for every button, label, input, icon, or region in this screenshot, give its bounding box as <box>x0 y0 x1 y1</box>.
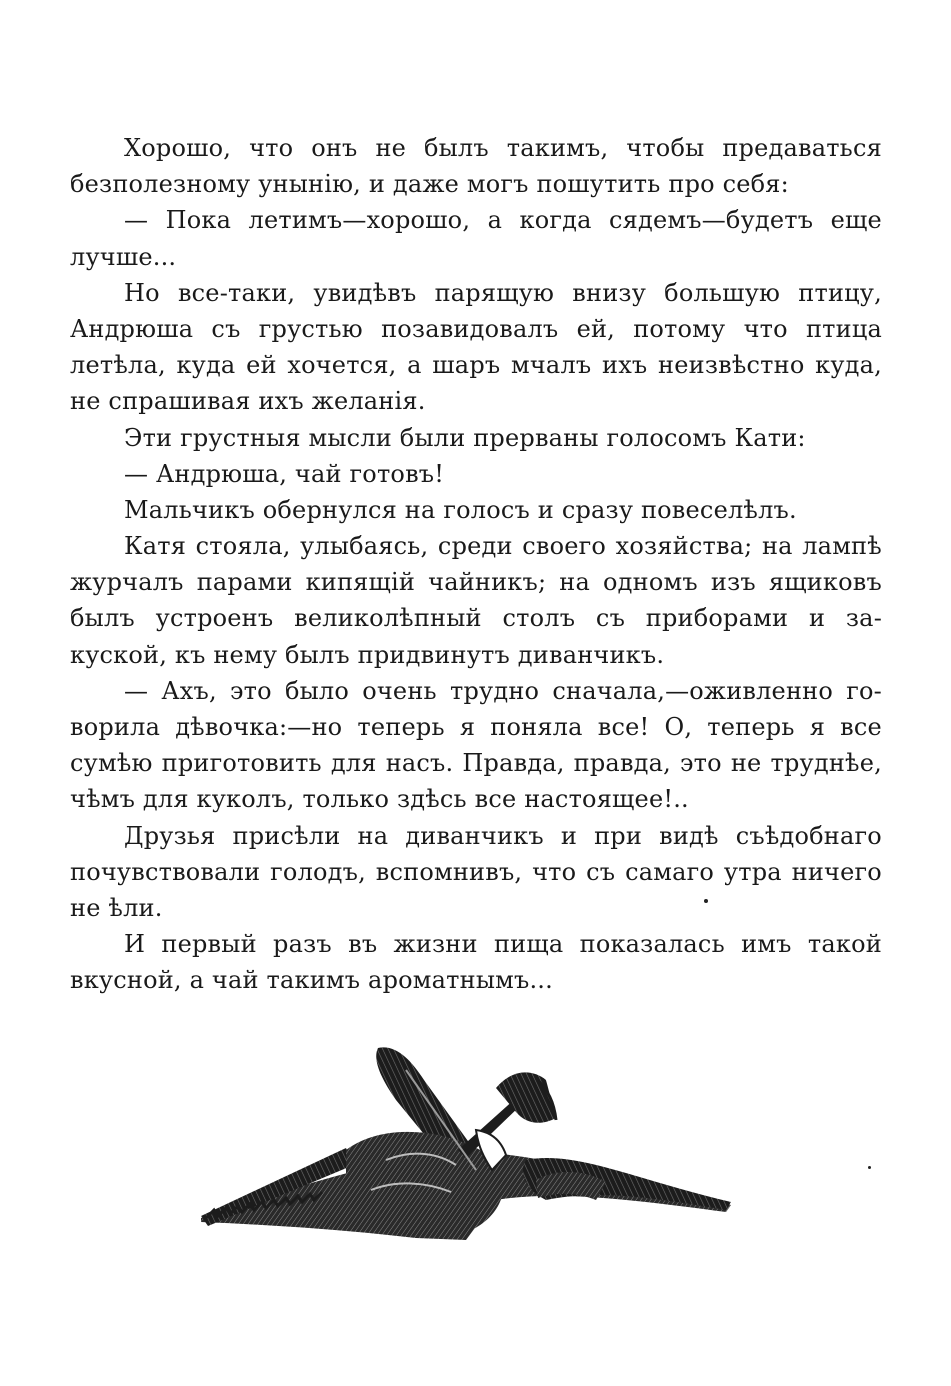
word: на <box>559 568 590 597</box>
text-line <box>70 275 882 311</box>
word: среди <box>437 532 513 561</box>
word: Правда, <box>462 749 565 778</box>
word: дѣвочка:—но <box>175 713 343 741</box>
word: диванчикъ <box>405 821 544 850</box>
word: въ <box>348 930 378 959</box>
axe-and-saw-engraving-icon <box>196 1040 736 1250</box>
word: Хорошо, <box>124 134 232 162</box>
word: потому <box>633 314 726 343</box>
word: при <box>594 821 643 850</box>
word: — <box>124 206 149 235</box>
word: одномъ <box>603 568 698 597</box>
text-line: Мальчикъ обернулся на голосъ и сразу повеселѣлъ. <box>124 495 797 524</box>
word: для <box>330 749 377 778</box>
word: на <box>761 532 793 561</box>
word: теперь <box>357 713 445 741</box>
word: а <box>487 206 503 235</box>
word: съ <box>586 857 616 886</box>
word: предаваться <box>722 134 882 162</box>
word: за- <box>845 604 882 633</box>
word: Андрюша <box>70 314 194 343</box>
word: а <box>407 351 422 380</box>
text-line: куской, къ нему былъ придвинутъ диванчикъ. <box>70 640 665 669</box>
word: позавидовалъ <box>381 314 559 343</box>
word: увидѣвъ <box>313 278 417 307</box>
text-line: безполезному унынію, и даже могъ пошутить про себя: <box>70 170 789 199</box>
word: столъ <box>502 604 576 633</box>
word: видѣ <box>659 821 719 850</box>
word: Ахъ, <box>161 676 217 705</box>
text-line <box>70 311 882 347</box>
word: разъ <box>273 930 332 959</box>
word: ворила <box>70 713 161 741</box>
word: чтобы <box>626 134 705 162</box>
word: все-таки, <box>177 278 296 307</box>
word: ей, <box>576 314 616 343</box>
word: пища <box>493 930 564 959</box>
word: не <box>730 749 762 778</box>
text-line <box>70 926 882 962</box>
word: большую <box>664 278 781 307</box>
word: устроенъ <box>155 604 274 633</box>
text-line: чѣмъ для куколъ, только здѣсь все настоящее!.. <box>70 785 689 814</box>
word: великолѣпный <box>294 604 482 633</box>
word: что <box>249 134 294 162</box>
word: внизу <box>572 278 647 307</box>
word: мчалъ <box>511 351 592 380</box>
word: птицу, <box>798 278 882 307</box>
text-line: не спрашивая ихъ желанія. <box>70 387 426 416</box>
word: изъ <box>710 568 756 597</box>
word: куда, <box>815 351 882 380</box>
word: сумѣю <box>70 749 153 778</box>
body-text <box>70 130 882 999</box>
word: что <box>743 314 788 343</box>
word: ничего <box>791 857 882 886</box>
word: журчалъ <box>70 568 184 597</box>
word: я <box>459 713 476 741</box>
text-line <box>70 745 882 781</box>
word: своего <box>522 532 607 561</box>
word: парами <box>196 568 293 597</box>
word: кипящій <box>305 568 416 597</box>
word: труднѣе, <box>770 749 882 778</box>
word: хозяйства; <box>615 532 753 561</box>
word: трудно <box>449 676 540 705</box>
text-line: лучше... <box>70 242 177 271</box>
word: стояла, <box>195 532 291 561</box>
word: присѣли <box>232 821 341 850</box>
word: и <box>560 821 578 850</box>
word: было <box>284 676 350 705</box>
word: имъ <box>741 930 792 959</box>
text-line <box>70 130 882 166</box>
word: съ <box>595 604 626 633</box>
print-speck <box>704 899 708 903</box>
text-line <box>70 600 882 636</box>
word: Друзья <box>124 821 216 850</box>
text-line: — Андрюша, чай готовъ! <box>124 459 445 488</box>
word: это <box>680 749 722 778</box>
word: приготовить <box>161 749 322 778</box>
word: я <box>809 713 826 741</box>
word: вспомнивъ, <box>375 857 523 886</box>
word: съ <box>211 314 241 343</box>
word: онъ <box>311 134 358 162</box>
word: птица <box>805 314 882 343</box>
word: на <box>357 821 389 850</box>
word: самаго <box>625 857 715 886</box>
word: утра <box>723 857 782 886</box>
word: куда <box>176 351 236 380</box>
word: насъ. <box>385 749 454 778</box>
word: летимъ—хорошо, <box>248 206 471 235</box>
text-line: вкусной, а чай такимъ ароматнымъ... <box>70 966 553 995</box>
word: еще <box>830 206 882 235</box>
word: го- <box>846 676 882 705</box>
word: что <box>532 857 577 886</box>
word: теперь <box>707 713 795 741</box>
word: Пока <box>165 206 232 235</box>
word: все! <box>597 713 650 741</box>
word: приборами <box>645 604 789 633</box>
word: Но <box>124 278 160 307</box>
word: жизни <box>393 930 478 959</box>
word: когда <box>519 206 592 235</box>
word: Катя <box>124 532 187 561</box>
word: и <box>808 604 826 633</box>
word: почувствовали <box>70 857 261 886</box>
word: — <box>124 676 149 705</box>
word: сначала,—оживленно <box>552 676 833 705</box>
word: грустью <box>258 314 363 343</box>
text-line: Эти грустныя мысли были прерваны голосомъ Кати: <box>124 423 806 452</box>
word: первый <box>161 930 257 959</box>
word: поняла <box>490 713 583 741</box>
text-line <box>70 818 882 854</box>
word: ихъ <box>602 351 648 380</box>
text-line <box>70 854 882 890</box>
word: голодъ, <box>270 857 366 886</box>
word: все <box>840 713 882 741</box>
text-line <box>70 673 882 709</box>
word: хочется, <box>287 351 397 380</box>
text-line <box>70 347 882 383</box>
word: показалась <box>579 930 725 959</box>
word: не <box>375 134 407 162</box>
text-line: не ѣли. <box>70 893 163 922</box>
word: ящиковъ <box>768 568 882 597</box>
word: парящую <box>434 278 555 307</box>
word: съѣдобнаго <box>735 821 882 850</box>
word: правда, <box>573 749 671 778</box>
word: былъ <box>70 604 135 633</box>
word: такимъ, <box>506 134 609 162</box>
word: улыбаясь, <box>300 532 429 561</box>
word: сядемъ—будетъ <box>609 206 814 235</box>
word: былъ <box>423 134 489 162</box>
word: чайникъ; <box>428 568 547 597</box>
word: И <box>124 930 146 959</box>
word: такой <box>807 930 882 959</box>
text-line <box>70 202 882 238</box>
word: это <box>230 676 272 705</box>
word: летѣла, <box>70 351 166 380</box>
text-line <box>70 528 882 564</box>
print-speck <box>868 1166 871 1169</box>
word: ей <box>246 351 277 380</box>
word: очень <box>362 676 437 705</box>
word: лампѣ <box>802 532 882 561</box>
text-line <box>70 564 882 600</box>
word: неизвѣстно <box>658 351 805 380</box>
word: О, <box>664 713 693 741</box>
word: шаръ <box>432 351 501 380</box>
text-line <box>70 709 882 745</box>
